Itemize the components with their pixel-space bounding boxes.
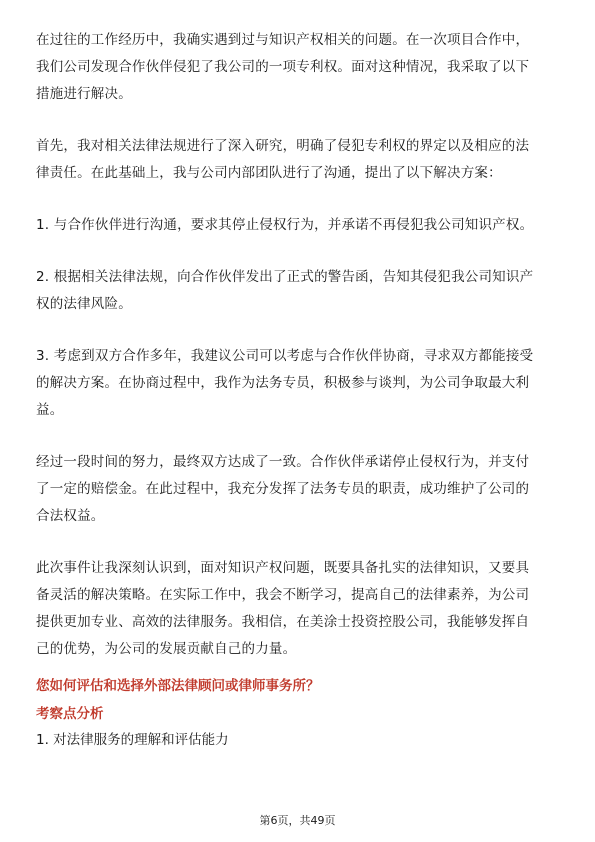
paragraph-research (36, 133, 560, 187)
paragraph-step-1 (36, 212, 560, 239)
text-line: 3. 考虑到双方合作多年，我建议公司可以考虑与合作伙伴协商，寻求双方都能接受 (36, 348, 534, 364)
page-number: 第6页，共49页 (259, 814, 336, 827)
text-line: 律责任。在此基础上，我与公司内部团队进行了沟通，提出了以下解决方案： (36, 165, 502, 181)
text-line: 措施进行解决。 (36, 86, 132, 102)
interview-question: 您如何评估和选择外部法律顾问或律师事务所？ (36, 678, 320, 694)
text-line: 在过往的工作经历中，我确实遇到过与知识产权相关的问题。在一次项目合作中， (36, 32, 530, 48)
text-line: 权的法律风险。 (36, 296, 132, 312)
text-line: 的解决方案。在协商过程中，我作为法务专员，积极参与谈判，为公司争取最大利 (36, 375, 530, 391)
text-line: 我们公司发现合作伙伴侵犯了我公司的一项专利权。面对这种情况，我采取了以下 (36, 59, 530, 75)
text-line: 经过一段时间的努力，最终双方达成了一致。合作伙伴承诺停止侵权行为，并支付 (36, 454, 530, 470)
text-line: 了一定的赔偿金。在此过程中，我充分发挥了法务专员的职责，成功维护了公司的 (36, 481, 530, 497)
page-content (36, 27, 560, 751)
text-line: 益。 (36, 402, 64, 418)
text-line: 1. 与合作伙伴进行沟通，要求其停止侵权行为，并承诺不再侵犯我公司知识产权。 (36, 217, 534, 233)
paragraph-step-3 (36, 343, 560, 424)
text-line: 此次事件让我深刻认识到，面对知识产权问题，既要具备扎实的法律知识，又要具 (36, 560, 530, 576)
paragraph-outcome (36, 449, 560, 530)
text-line: 提供更加专业、高效的法律服务。我相信，在美涂士投资控股公司，我能够发挥自 (36, 614, 530, 630)
text-line: 备灵活的解决策略。在实际工作中，我会不断学习，提高自己的法律素养，为公司 (36, 587, 530, 603)
analysis-point: 1. 对法律服务的理解和评估能力 (36, 732, 229, 748)
text-line: 2. 根据相关法律法规，向合作伙伴发出了正式的警告函，告知其侵犯我公司知识产 (36, 269, 534, 285)
paragraph-conclusion (36, 555, 560, 663)
paragraph-intro (36, 27, 560, 108)
text-line: 合法权益。 (36, 508, 105, 524)
paragraph-step-2 (36, 264, 560, 318)
text-line: 首先，我对相关法律法规进行了深入研究，明确了侵犯专利权的界定以及相应的法 (36, 138, 530, 154)
section-title: 考察点分析 (36, 706, 104, 722)
text-line: 己的优势，为公司的发展贡献自己的力量。 (36, 641, 297, 657)
